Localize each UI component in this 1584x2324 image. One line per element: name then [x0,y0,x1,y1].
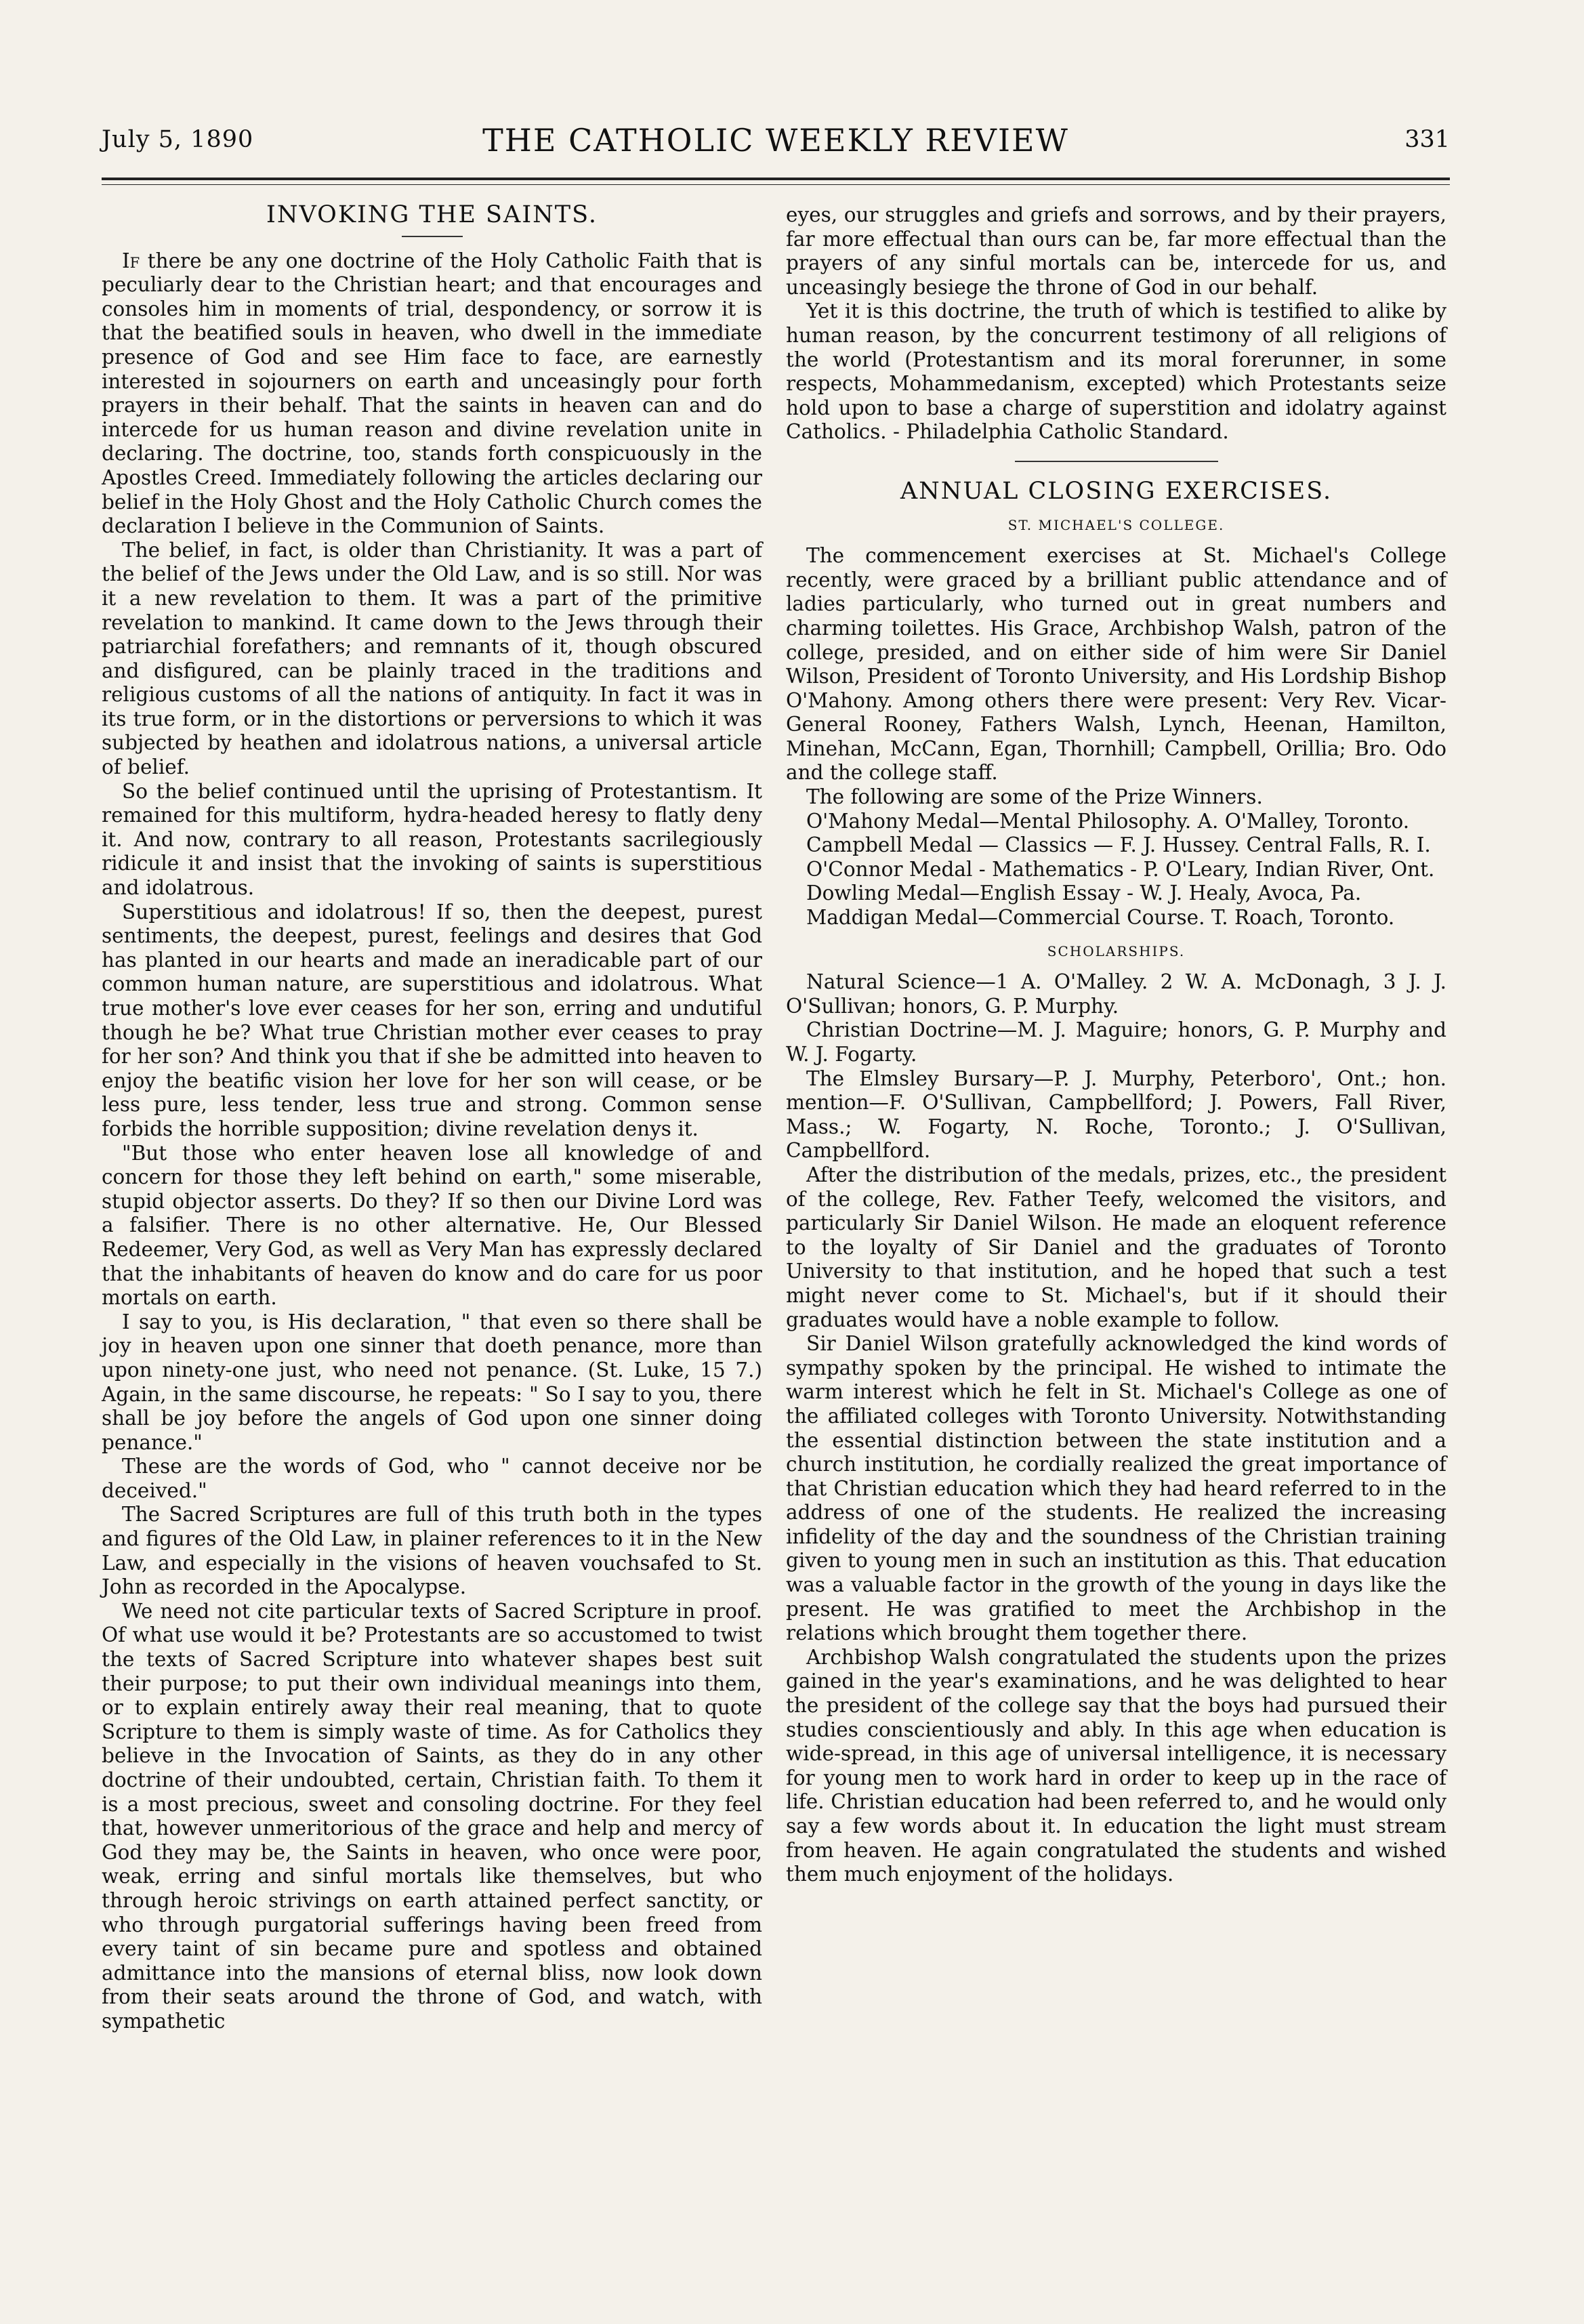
page-number: 331 [1404,126,1450,153]
article-title-closing-exercises: ANNUAL CLOSING EXERCISES. [900,477,1333,505]
header-rule [102,178,1450,180]
left-column [102,203,762,2034]
prize-item: O'Mahony Medal—Mental Philosophy. A. O'Malley, Toronto. [806,809,1410,833]
prize-item: Campbell Medal — Classics — F. J. Hussey. Central Falls, R. I. [806,833,1431,857]
prize-item: Maddigan Medal—Commercial Course. T. Roach, Toronto. [806,906,1395,930]
scholarship-item: The Elmsley Bursary—P. J. Murphy, Peterboro', Ont.; hon. mention—F. O'Sullivan, Campbellford; J. Powers, Fall River, Mass.; W. Fogarty, N. Roche, Toronto.; J. O'Sullivan, Campbellford. [786,1066,1446,1163]
article-paragraph: Sir Daniel Wilson gratefully acknowledged the kind words of sympathy spoken by the principal. He wished to intimate the warm interest which he felt in St. Michael's College as one of the affiliated colleges with Toronto University. Notwithstanding the essential distinction between the state institution and a church institution, he cordially realized the great importance of that Christian education which they had heard referred to in the address of one of the students. He realized the increasing infidelity of the day and the soundness of the Christian training given to young men in such an institution as this. That education was a valuable factor in the growth of the young in days like the present. He was gratified to meet the Archbishop in the relations which brought them together there. [786,1332,1446,1645]
article-paragraph: We need not cite particular texts of Sacred Scripture in proof. Of what use would it be? Protestants are so accustomed to twist the texts of Sacred Scripture into whatever shapes best suit their purpose; to put their own individual meanings into them, or to explain entirely away their real meaning, that to quote Scripture to them is simply waste of time. As for Catholics they believe in the Invocation of Saints, as they do in any other doctrine of their undoubted, certain, Christian faith. To them it is a most precious, sweet and consoling doctrine. For they feel that, however unmeritorious of the grace and help and mercy of God they may be, the Saints in heaven, who once were poor, weak, erring and sinful mortals like themselves, but who through heroic strivings on earth attained perfect sanctity, or who through purgatorial sufferings having been freed from every taint of sin became pure and spotless and obtained admittance into the mansions of eternal bliss, now look down from their seats around the throne of God, and watch, with sympathetic [102,1599,762,2033]
issue-date: July 5, 1890 [102,126,254,153]
article-paragraph: "But those who enter heaven lose all knowledge of and concern for those they left behind on earth," some miserable, stupid objector asserts. Do they? If so then our Divine Lord was a falsifier. There is no other alternative. He, Our Blessed Redeemer, Very God, as well as Very Man has expressly declared that the inhabitants of heaven do know and do care for us poor mortals on earth. [102,1141,762,1310]
article-paragraph: The Sacred Scriptures are full of this truth both in the types and figures of the Old Law, in plainer references to it in the New Law, and especially in the visions of heaven vouchsafed to St. John as recorded in the Apocalypse. [102,1503,762,1599]
article-paragraph: After the distribution of the medals, prizes, etc., the president of the college, Rev. Father Teefy, welcomed the visitors, and particularly Sir Daniel Wilson. He made an eloquent reference to the loyalty of Sir Daniel and the graduates of Toronto University to that institution, and he hoped that such a test might never come to St. Michael's, but if it should their graduates would have a noble example to follow. [786,1163,1446,1331]
prize-list [786,810,1446,930]
scholarship-item: Natural Science—1 A. O'Malley. 2 W. A. McDonagh, 3 J. J. O'Sullivan; honors, G. P. Murphy. [786,970,1446,1018]
article-paragraph: So the belief continued until the uprising of Protestantism. It remained for this multiform, hydra-headed heresy to flatly deny it. And now, contrary to all reason, Protestants sacrilegiously ridicule it and insist that the invoking of saints is superstitious and idolatrous. [102,779,762,900]
article-separator [1015,461,1218,462]
article-paragraph: Yet it is this doctrine, the truth of which is testified to alike by human reason, by the concurrent testimony of all religions of the world (Protestantism and its moral forerunner, in some respects, Mohammedanism, excepted) which Protestants seize hold upon to base a charge of superstition and idolatry against Catholics. - Philadelphia Catholic Standard. [786,299,1446,444]
article-subtitle: ST. MICHAEL'S COLLEGE. [1007,516,1225,533]
article-title-invoking-saints: INVOKING THE SAINTS. [266,201,598,228]
prize-item: Dowling Medal—English Essay - W. J. Healy, Avoca, Pa. [806,881,1362,905]
article-continuation: eyes, our struggles and griefs and sorrows, and by their prayers, far more effectual than ours can be, far more effectual than the prayers of any sinful mortals can be, intercede for us, and unceasingly besiege the throne of God in our behalf. [786,203,1446,299]
header-rule-thin [102,184,1450,185]
article-paragraph: Superstitious and idolatrous! If so, then the deepest, purest sentiments, the deepest, purest, feelings and desires that God has planted in our hearts and made an ineradicable part of our common human nature, are superstitious and idolatrous. What true mother's love ever ceases for her son, erring and undutiful though he be? What true Christian mother ever ceases to pray for her son? And think you that if she be admitted into heaven to enjoy the beatific vision her love for her son will cease, or be less pure, less tender, less true and strong. Common sense forbids the horrible supposition; divine revelation denys it. [102,900,762,1140]
article-paragraph: The belief, in fact, is older than Christianity. It was a part of the belief of the Jews under the Old Law, and is so still. Nor was it a new revelation to them. It was a part of the primitive revelation to mankind. It came down to the Jews through their patriarchial forefathers; and remnants of it, though obscured and disfigured, can be plainly traced in the traditions and religious customs of all the nations of antiquity. In fact it was in its true form, or in the distortions or perversions to which it was subjected by heathen and idolatrous nations, a universal article of belief. [102,538,762,779]
article-paragraph: These are the words of God, who " cannot deceive nor be deceived." [102,1455,762,1502]
scholarship-item: Christian Doctrine—M. J. Maguire; honors, G. P. Murphy and W. J. Fogarty. [786,1018,1446,1066]
article-paragraph: The commencement exercises at St. Michael's College recently, were graced by a brilliant public attendance and of ladies particularly, who turned out in great numbers and charming toilettes. His Grace, Archbishop Walsh, patron of the college, presided, and on either side of him were Sir Daniel Wilson, President of Toronto University, and His Lordship Bishop O'Mahony. Among others there were present: Very Rev. Vicar-General Rooney, Fathers Walsh, Lynch, Heenan, Hamilton, Minehan, McCann, Egan, Thornhill; Campbell, Orillia; Bro. Odo and the college staff. [786,544,1446,785]
article-paragraph: I say to you, is His declaration, " that even so there shall be joy in heaven upon one sinner that doeth penance, more than upon ninety-one just, who need not penance. (St. Luke, 15 7.) Again, in the same discourse, he repeats: " So I say to you, there shall be joy before the angels of God upon one sinner doing penance." [102,1310,762,1454]
title-dash [402,236,463,237]
page-header [102,122,1450,167]
drop-word: If [122,249,140,272]
prize-item: O'Connor Medal - Mathematics - P. O'Leary, Indian River, Ont. [806,857,1435,881]
right-column [786,203,1446,1887]
article-paragraph: The following are some of the Prize Winners. [806,785,1263,809]
article-paragraph: If there be any one doctrine of the Holy Catholic Faith that is peculiarly dear to the Christian heart; and that encourages and consoles him in moments of trial, despondency, or sorrow it is that the beatified souls in heaven, who dwell in the immediate presence of God and see Him face to face, are earnestly interested in sojourners on earth and unceasingly pour forth prayers in their behalf. That the saints in heaven can and do intercede for us human reason and divine revelation unite in declaring. The doctrine, too, stands forth conspicuously in the Apostles Creed. Immediately following the articles declaring our belief in the Holy Ghost and the Holy Catholic Church comes the declaration I believe in the Communion of Saints. [102,249,762,538]
newspaper-title: THE CATHOLIC WEEKLY REVIEW [482,122,1069,159]
article-paragraph: Archbishop Walsh congratulated the students upon the prizes gained in the year's examinations, and he was delighted to hear the president of the college say that the boys had pursued their studies conscientiously and ably. In this age when education is wide-spread, in this age of universal intelligence, it is necessary for young men to work hard in order to keep up in the race of life. Christian education had been referred to, and he would only say a few words about it. In education the light must stream from heaven. He again congratulated the students and wished them much enjoyment of the holidays. [786,1645,1446,1886]
scholarships-heading: SCHOLARSHIPS. [1047,942,1186,959]
